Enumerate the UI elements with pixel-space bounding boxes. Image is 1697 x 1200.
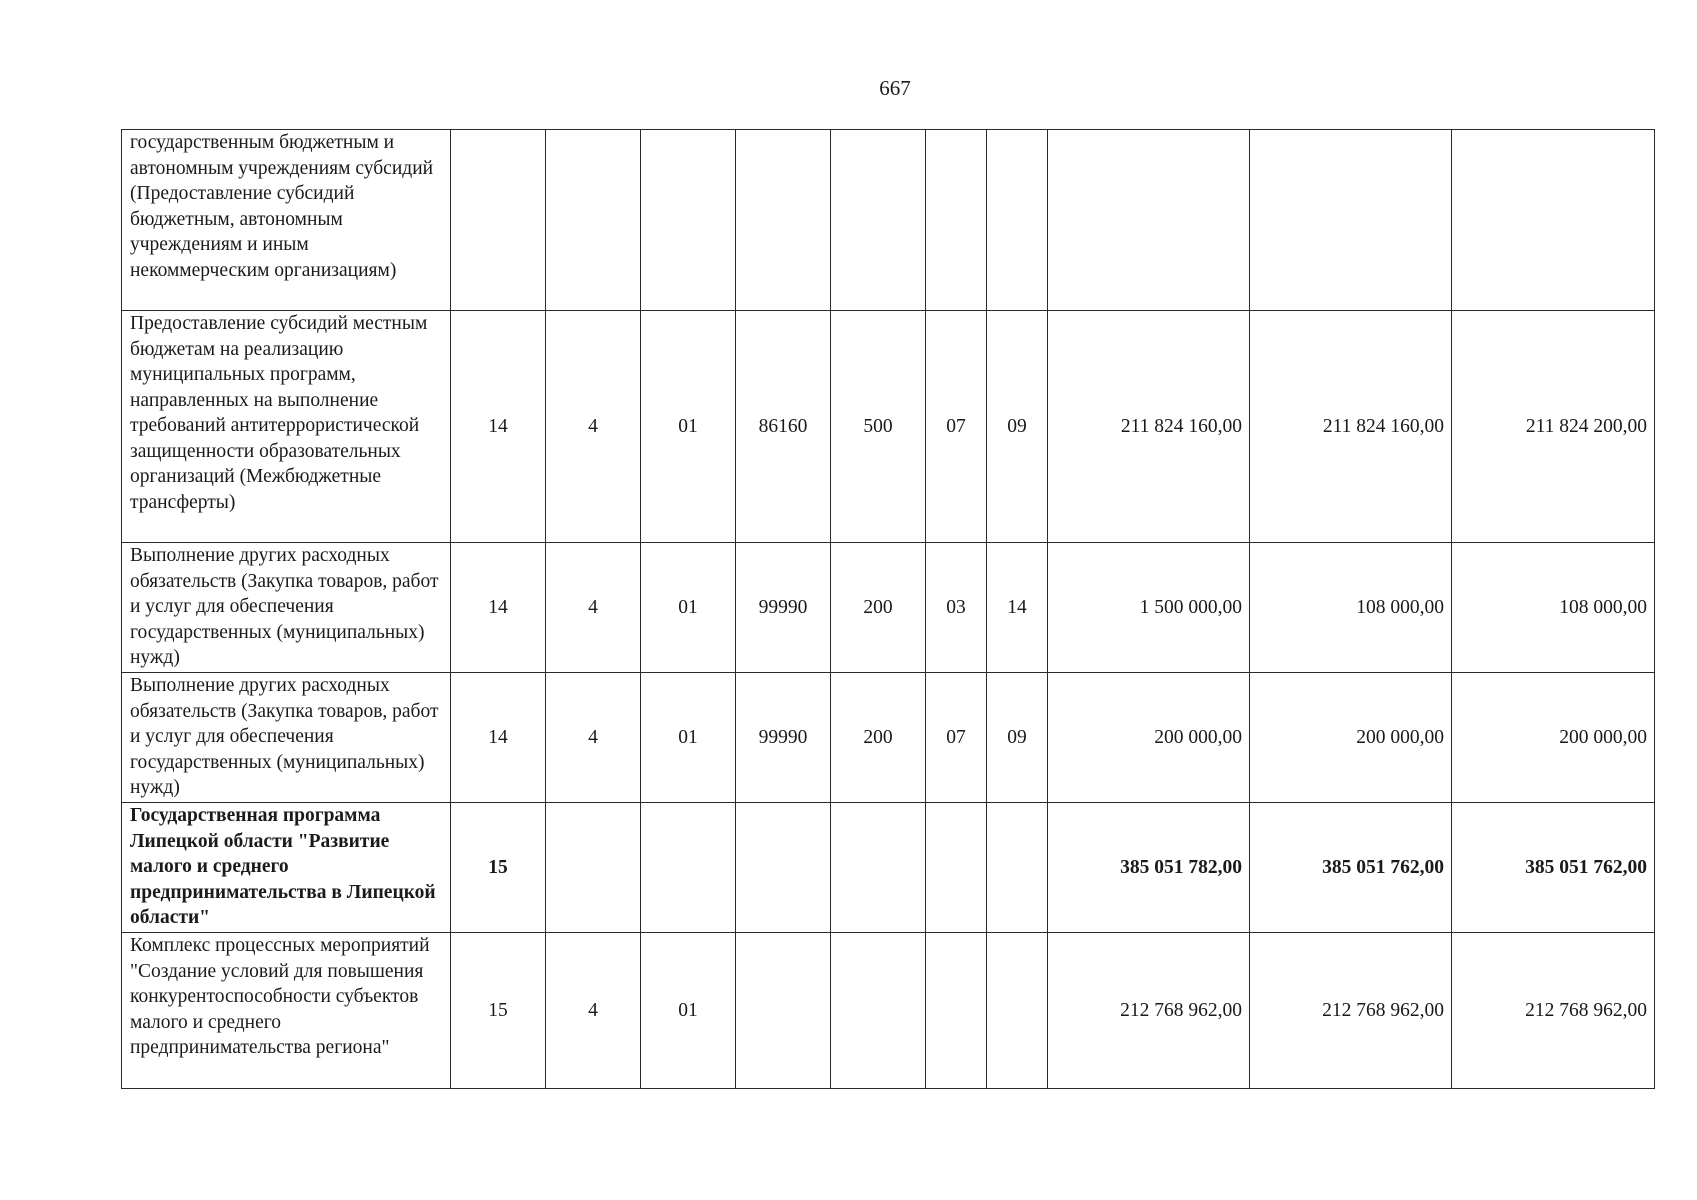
expense-kind-cell: 200 [831,543,926,673]
group-code-cell [641,803,736,933]
expense-kind-cell: 200 [831,673,926,803]
program-code-cell: 14 [451,543,546,673]
direction-code-cell: 99990 [736,673,831,803]
amount-3-cell: 211 824 200,00 [1452,311,1655,543]
section-cell [926,803,987,933]
type-code-cell: 4 [546,311,641,543]
program-code-cell [451,130,546,311]
amount-1-cell: 1 500 000,00 [1048,543,1250,673]
program-code-cell: 15 [451,933,546,1089]
amount-2-cell: 211 824 160,00 [1250,311,1452,543]
subsection-cell: 09 [987,673,1048,803]
group-code-cell: 01 [641,311,736,543]
amount-3-cell: 212 768 962,00 [1452,933,1655,1089]
amount-3-cell: 200 000,00 [1452,673,1655,803]
expense-kind-cell [831,130,926,311]
amount-2-cell: 385 051 762,00 [1250,803,1452,933]
budget-table [121,129,1655,1089]
group-code-cell: 01 [641,673,736,803]
amount-2-cell: 200 000,00 [1250,673,1452,803]
amount-1-cell: 211 824 160,00 [1048,311,1250,543]
amount-3-cell: 385 051 762,00 [1452,803,1655,933]
direction-code-cell [736,803,831,933]
type-code-cell: 4 [546,543,641,673]
section-cell: 07 [926,311,987,543]
program-code-cell: 14 [451,311,546,543]
row-name-cell: Государственная программа Липецкой области "Развитие малого и среднего предпринимательства в Липецкой области" [122,803,451,933]
program-code-cell: 15 [451,803,546,933]
direction-code-cell: 99990 [736,543,831,673]
section-cell [926,130,987,311]
type-code-cell: 4 [546,933,641,1089]
subsection-cell: 14 [987,543,1048,673]
expense-kind-cell: 500 [831,311,926,543]
row-name-cell: государственным бюджетным и автономным учреждениям субсидий (Предоставление субсидий бюджетным, автономным учреждениям и иным некоммерческим организациям) [122,130,451,311]
subsection-cell [987,933,1048,1089]
table-row [122,130,1655,311]
table-row [122,803,1655,933]
section-cell [926,933,987,1089]
expense-kind-cell [831,803,926,933]
table-row [122,933,1655,1089]
amount-3-cell [1452,130,1655,311]
type-code-cell: 4 [546,673,641,803]
amount-2-cell: 108 000,00 [1250,543,1452,673]
subsection-cell [987,130,1048,311]
amount-2-cell [1250,130,1452,311]
amount-1-cell: 212 768 962,00 [1048,933,1250,1089]
row-name-cell: Предоставление субсидий местным бюджетам на реализацию муниципальных программ, направленных на выполнение требований антитеррористической защищенности образовательных организаций (Межбюджетные трансферты) [122,311,451,543]
amount-3-cell: 108 000,00 [1452,543,1655,673]
group-code-cell: 01 [641,543,736,673]
page-number: 667 [879,76,911,100]
direction-code-cell [736,130,831,311]
section-cell: 07 [926,673,987,803]
amount-1-cell: 385 051 782,00 [1048,803,1250,933]
table-row [122,673,1655,803]
type-code-cell [546,130,641,311]
program-code-cell: 14 [451,673,546,803]
row-name-cell: Выполнение других расходных обязательств (Закупка товаров, работ и услуг для обеспечения государственных (муниципальных) нужд) [122,543,451,673]
row-name-cell: Комплекс процессных мероприятий "Создание условий для повышения конкурентоспособности субъектов малого и среднего предпринимательства региона" [122,933,451,1089]
expense-kind-cell [831,933,926,1089]
amount-1-cell: 200 000,00 [1048,673,1250,803]
subsection-cell [987,803,1048,933]
direction-code-cell [736,933,831,1089]
section-cell: 03 [926,543,987,673]
subsection-cell: 09 [987,311,1048,543]
amount-2-cell: 212 768 962,00 [1250,933,1452,1089]
group-code-cell: 01 [641,933,736,1089]
group-code-cell [641,130,736,311]
table-row [122,543,1655,673]
amount-1-cell [1048,130,1250,311]
direction-code-cell: 86160 [736,311,831,543]
type-code-cell [546,803,641,933]
row-name-cell: Выполнение других расходных обязательств (Закупка товаров, работ и услуг для обеспечения государственных (муниципальных) нужд) [122,673,451,803]
table-row [122,311,1655,543]
